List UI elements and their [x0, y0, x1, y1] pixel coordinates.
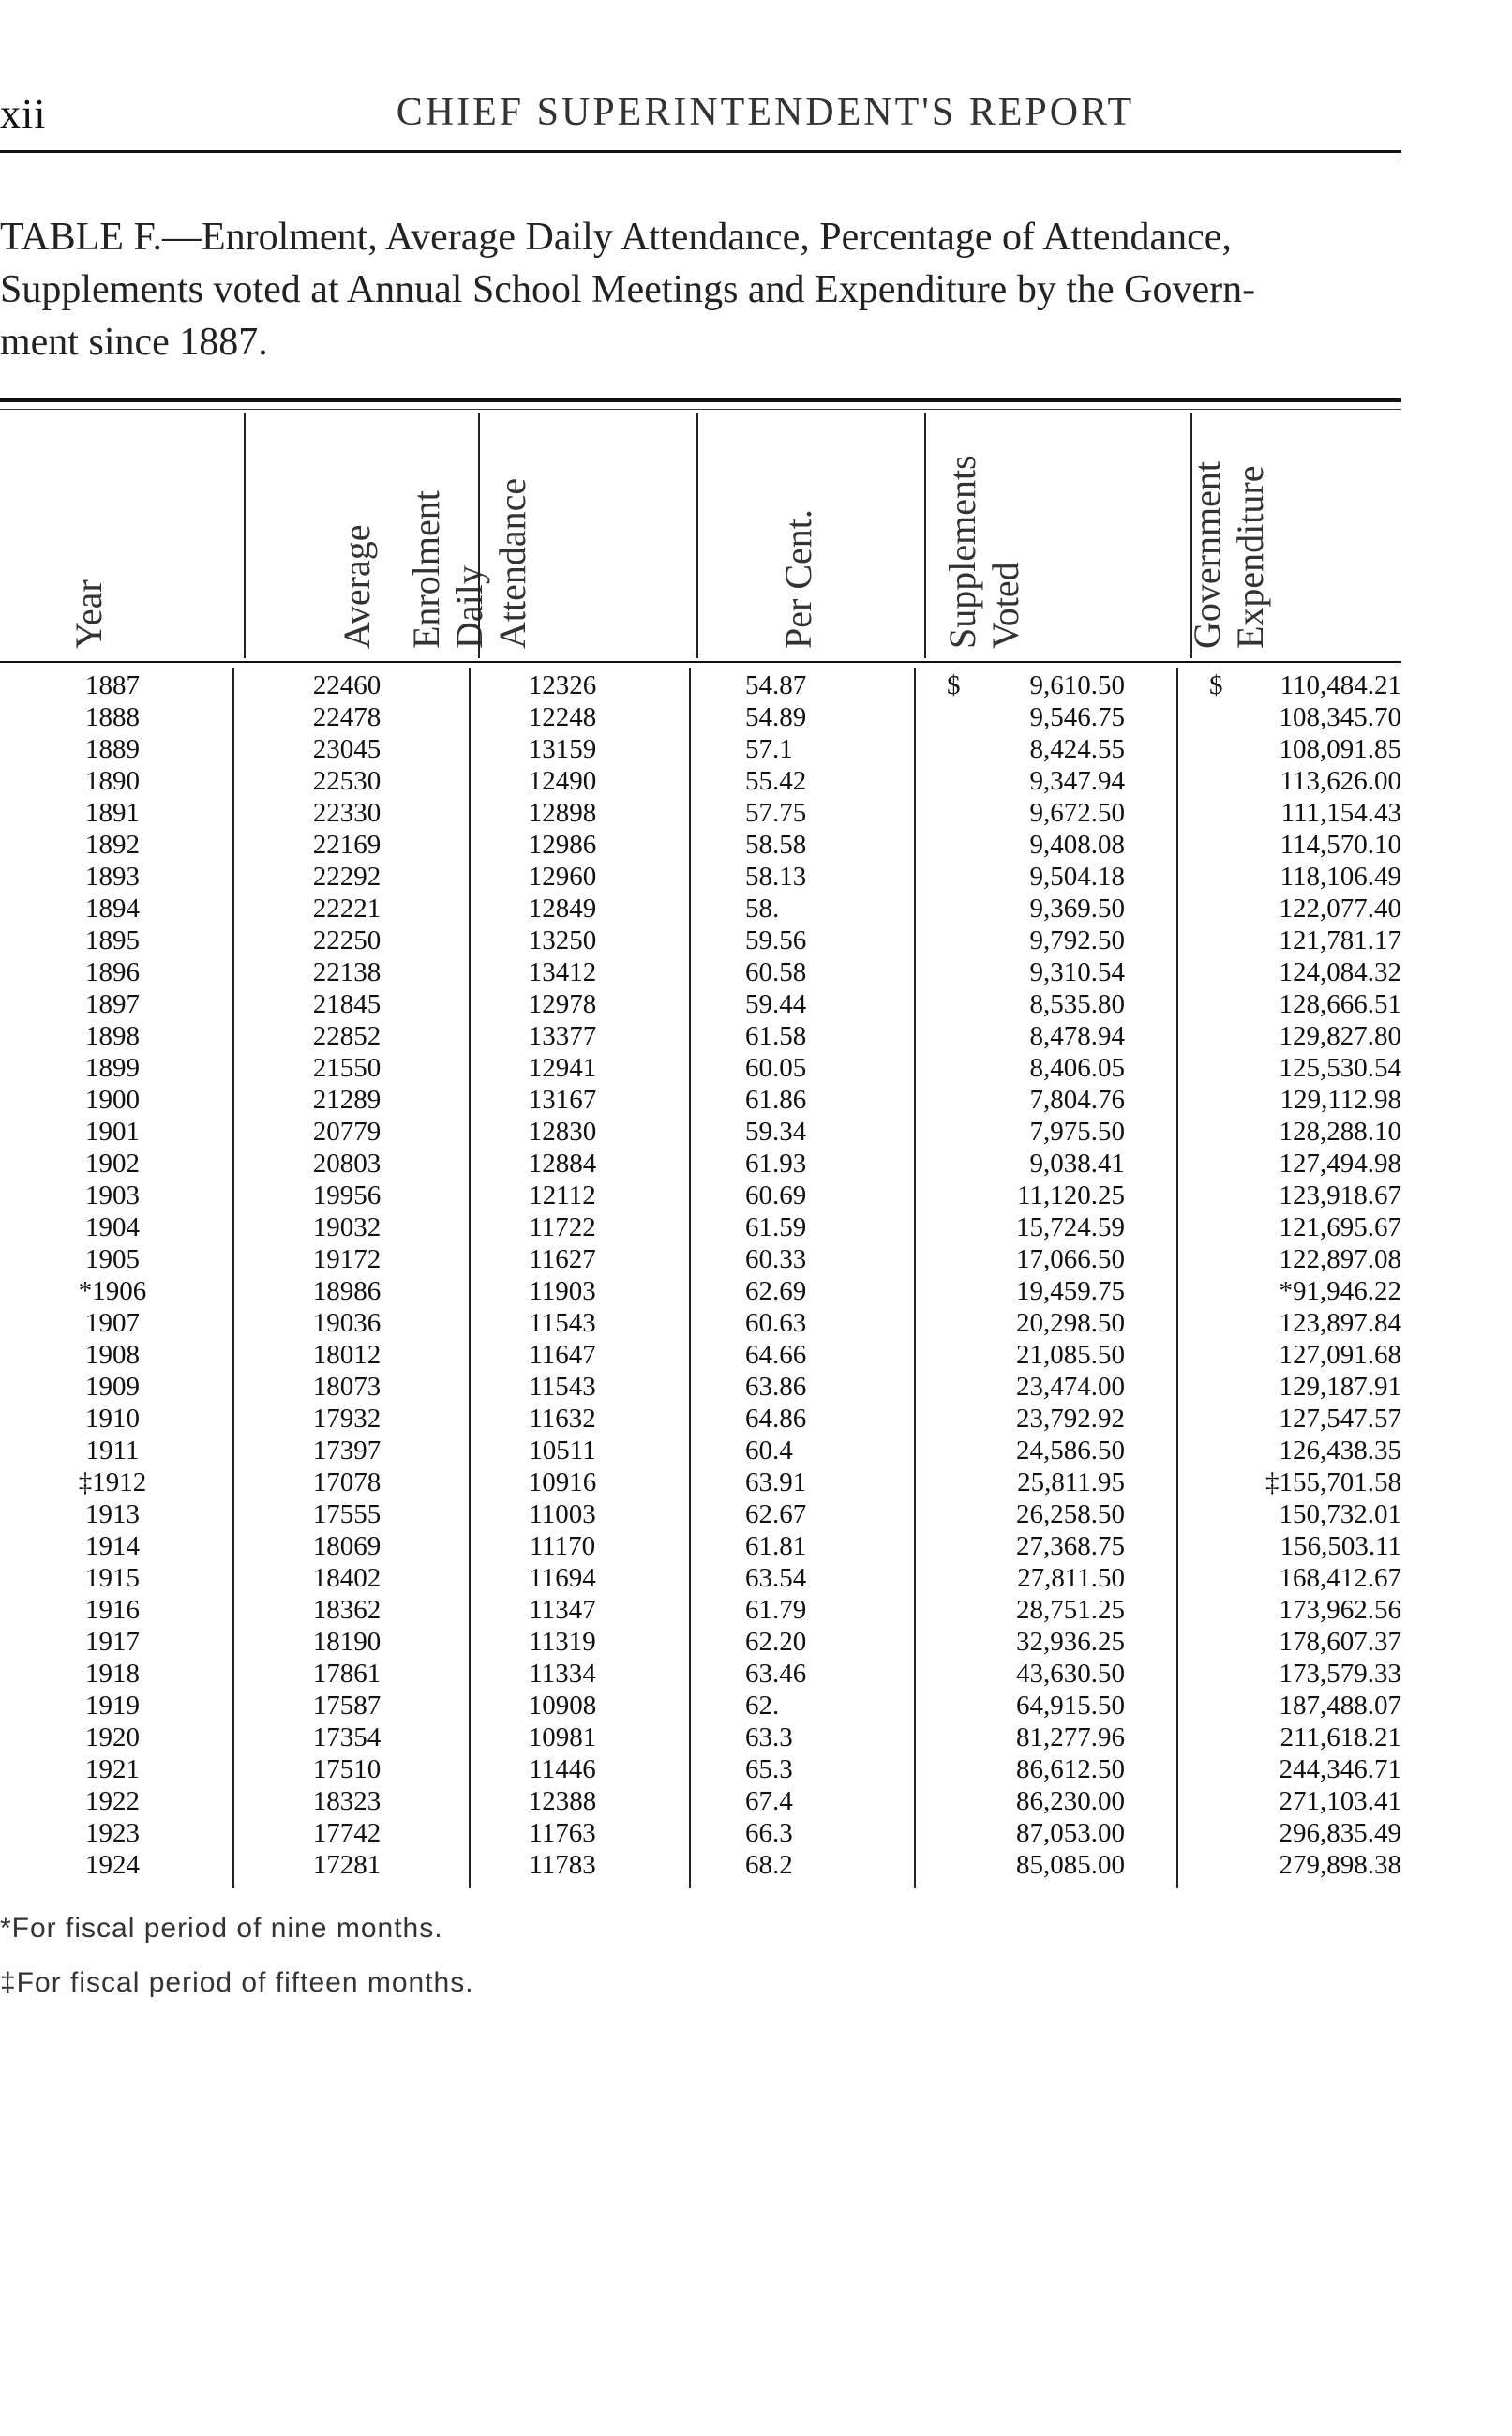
cell-average: 17742	[312, 1818, 382, 1848]
cell-supplements: 20,298.50	[1016, 1308, 1125, 1338]
column-divider	[1176, 668, 1178, 1888]
col-header-year	[0, 422, 242, 656]
col-percent-label: Per Cent.	[777, 509, 819, 649]
cell-government: 114,570.10	[1280, 830, 1401, 860]
cell-enrolment: 11647	[529, 1340, 596, 1370]
cell-year: 1887	[85, 670, 140, 700]
cell-year: 1899	[85, 1053, 140, 1083]
cell-enrolment: 12960	[528, 862, 597, 892]
cell-government: 173,579.33	[1279, 1659, 1401, 1689]
cell-supplements: 9,546.75	[1029, 702, 1125, 732]
cell-supplements: 26,258.50	[1016, 1499, 1125, 1529]
cell-government: 126,438.35	[1279, 1436, 1401, 1466]
cell-percent: 57.1	[745, 734, 793, 764]
footnote-fifteen-months: ‡For fiscal period of fifteen months.	[0, 1967, 474, 1998]
cell-supplements: 15,724.59	[1016, 1212, 1125, 1242]
cell-average: 21845	[312, 989, 382, 1019]
cell-percent: 64.66	[745, 1340, 807, 1370]
cell-government: 150,732.01	[1279, 1499, 1401, 1529]
cell-enrolment: 12941	[528, 1053, 597, 1083]
cell-government: 113,626.00	[1280, 766, 1401, 796]
table-caption	[0, 211, 1401, 368]
column-divider	[469, 668, 471, 1888]
header-divider	[244, 413, 246, 658]
cell-supplements: 32,936.25	[1016, 1627, 1125, 1657]
cell-year: 1917	[85, 1627, 140, 1657]
cell-average: 20803	[312, 1149, 382, 1179]
cell-enrolment: 12248	[528, 702, 597, 732]
cell-average: 18190	[312, 1627, 382, 1657]
cell-year: 1909	[85, 1372, 140, 1402]
cell-government: 108,345.70	[1279, 702, 1401, 732]
header-divider	[696, 413, 698, 658]
currency-symbol: $	[947, 670, 961, 700]
cell-government: 127,494.98	[1279, 1149, 1401, 1179]
cell-supplements: 9,610.50	[1029, 670, 1125, 700]
cell-percent: 63.86	[745, 1372, 807, 1402]
cell-supplements: 8,406.05	[1029, 1053, 1125, 1083]
cell-supplements: 24,586.50	[1016, 1436, 1125, 1466]
cell-government: 129,827.80	[1279, 1021, 1401, 1051]
cell-government: 121,695.67	[1279, 1212, 1401, 1242]
cell-average: 17587	[312, 1691, 382, 1721]
cell-government: 111,154.43	[1280, 798, 1401, 828]
cell-enrolment: 12388	[528, 1786, 597, 1816]
cell-supplements: 25,811.95	[1017, 1467, 1125, 1497]
cell-government: 296,835.49	[1279, 1818, 1401, 1848]
cell-government: 127,547.57	[1279, 1404, 1401, 1434]
cell-percent: 61.86	[745, 1085, 807, 1115]
cell-government: 178,607.37	[1279, 1627, 1401, 1657]
cell-supplements: 9,038.41	[1029, 1149, 1125, 1179]
cell-average: 18362	[312, 1595, 382, 1625]
cell-enrolment: 11763	[529, 1818, 596, 1848]
cell-year: 1919	[85, 1691, 140, 1721]
cell-year: 1911	[85, 1436, 140, 1466]
footnote-nine-months: *For fiscal period of nine months.	[0, 1913, 443, 1944]
cell-percent: 60.05	[745, 1053, 807, 1083]
cell-enrolment: 11347	[529, 1595, 596, 1625]
col-supplements-label-2: Voted	[984, 562, 1026, 649]
cell-enrolment: 13250	[528, 925, 597, 955]
col-government-label-1: Government	[1186, 461, 1228, 649]
cell-percent: 58.58	[745, 830, 807, 860]
header-rule	[0, 150, 1401, 153]
cell-year: 1922	[85, 1786, 140, 1816]
cell-supplements: 28,751.25	[1016, 1595, 1125, 1625]
cell-government: 123,918.67	[1279, 1180, 1401, 1210]
cell-enrolment: 10511	[529, 1436, 596, 1466]
cell-government: 125,530.54	[1279, 1053, 1401, 1083]
cell-supplements: 87,053.00	[1016, 1818, 1125, 1848]
cell-year: 1915	[85, 1563, 140, 1593]
cell-enrolment: 11003	[529, 1499, 596, 1529]
running-title: CHIEF SUPERINTENDENT'S REPORT	[396, 91, 1135, 134]
cell-percent: 62.	[745, 1691, 780, 1721]
cell-percent: 59.44	[745, 989, 807, 1019]
cell-year: 1920	[85, 1722, 140, 1752]
cell-year: 1924	[85, 1850, 140, 1880]
cell-supplements: 86,612.50	[1016, 1754, 1125, 1784]
cell-year: 1902	[85, 1149, 140, 1179]
cell-year: 1904	[85, 1212, 140, 1242]
cell-percent: 61.79	[745, 1595, 807, 1625]
cell-enrolment: 11783	[529, 1850, 596, 1880]
col-enrolment-label-1: Enrolment	[405, 490, 447, 649]
cell-supplements: 86,230.00	[1016, 1786, 1125, 1816]
col-year-label: Year	[67, 579, 110, 649]
cell-average: 18986	[312, 1276, 382, 1306]
cell-year: 1890	[85, 766, 140, 796]
col-header-percent	[698, 422, 923, 656]
cell-average: 22250	[312, 925, 382, 955]
cell-average: 22138	[312, 957, 382, 987]
cell-government: *91,946.22	[1279, 1276, 1401, 1306]
cell-year: 1892	[85, 830, 140, 860]
cell-percent: 54.87	[745, 670, 807, 700]
cell-percent: 57.75	[745, 798, 807, 828]
cell-percent: 59.56	[745, 925, 807, 955]
cell-average: 22292	[312, 862, 382, 892]
cell-enrolment: 10981	[528, 1722, 597, 1752]
cell-government: 244,346.71	[1279, 1754, 1401, 1784]
cell-supplements: 43,630.50	[1016, 1659, 1125, 1689]
cell-percent: 67.4	[745, 1786, 793, 1816]
col-enrolment-label-3: Attendance	[491, 477, 533, 649]
cell-government: 173,962.56	[1279, 1595, 1401, 1625]
cell-enrolment: 11903	[529, 1276, 596, 1306]
cell-government: 118,106.49	[1280, 862, 1401, 892]
cell-average: 19956	[312, 1180, 382, 1210]
cell-percent: 61.81	[745, 1531, 807, 1561]
header-divider	[478, 413, 480, 658]
cell-year: 1923	[85, 1818, 140, 1848]
cell-year: 1893	[85, 862, 140, 892]
cell-enrolment: 11722	[529, 1212, 596, 1242]
cell-government: 211,618.21	[1280, 1722, 1401, 1752]
cell-supplements: 27,811.50	[1017, 1563, 1125, 1593]
cell-average: 17932	[312, 1404, 382, 1434]
cell-supplements: 11,120.25	[1017, 1180, 1125, 1210]
cell-percent: 60.58	[745, 957, 807, 987]
col-header-enrolment	[405, 422, 696, 656]
cell-supplements: 8,478.94	[1029, 1021, 1125, 1051]
cell-government: 122,897.08	[1279, 1244, 1401, 1274]
table-top-rule-thin	[0, 409, 1401, 410]
cell-enrolment: 11446	[529, 1754, 596, 1784]
cell-supplements: 9,504.18	[1029, 862, 1125, 892]
cell-enrolment: 12978	[528, 989, 597, 1019]
cell-year: 1910	[85, 1404, 140, 1434]
cell-enrolment: 12898	[528, 798, 597, 828]
cell-enrolment: 13159	[528, 734, 597, 764]
cell-percent: 68.2	[745, 1850, 793, 1880]
cell-enrolment: 12986	[528, 830, 597, 860]
cell-government: 127,091.68	[1279, 1340, 1401, 1370]
cell-enrolment: 13167	[528, 1085, 597, 1115]
cell-supplements: 7,804.76	[1029, 1085, 1125, 1115]
cell-percent: 60.4	[745, 1436, 793, 1466]
cell-supplements: 8,424.55	[1029, 734, 1125, 764]
cell-average: 20779	[312, 1117, 382, 1147]
cell-year: 1903	[85, 1180, 140, 1210]
cell-government: ‡155,701.58	[1265, 1467, 1401, 1497]
cell-year: 1900	[85, 1085, 140, 1115]
cell-supplements: 21,085.50	[1016, 1340, 1125, 1370]
cell-percent: 62.69	[745, 1276, 807, 1306]
cell-year: 1895	[85, 925, 140, 955]
cell-percent: 59.34	[745, 1117, 807, 1147]
cell-supplements: 81,277.96	[1016, 1722, 1125, 1752]
cell-government: 128,666.51	[1279, 989, 1401, 1019]
cell-year: *1906	[78, 1276, 147, 1306]
cell-supplements: 64,915.50	[1016, 1691, 1125, 1721]
cell-average: 18323	[312, 1786, 382, 1816]
col-enrolment-label-2: Daily	[448, 565, 490, 649]
cell-year: 1905	[85, 1244, 140, 1274]
caption-line-2: Supplements voted at Annual School Meetings and Expenditure by the Govern-	[0, 268, 1256, 311]
cell-percent: 55.42	[745, 766, 807, 796]
cell-average: 23045	[312, 734, 382, 764]
cell-average: 19172	[312, 1244, 382, 1274]
cell-percent: 58.13	[745, 862, 807, 892]
cell-average: 17397	[312, 1436, 382, 1466]
cell-percent: 54.89	[745, 702, 807, 732]
cell-percent: 62.67	[745, 1499, 807, 1529]
cell-government: 129,112.98	[1280, 1085, 1401, 1115]
cell-enrolment: 11543	[529, 1372, 596, 1402]
cell-average: 22221	[312, 894, 382, 924]
cell-government: 156,503.11	[1280, 1531, 1401, 1561]
cell-percent: 63.91	[745, 1467, 807, 1497]
cell-percent: 60.69	[745, 1180, 807, 1210]
cell-average: 22330	[312, 798, 382, 828]
cell-supplements: 19,459.75	[1016, 1276, 1125, 1306]
col-average-label: Average	[336, 524, 378, 649]
cell-enrolment: 12490	[528, 766, 597, 796]
cell-enrolment: 11170	[529, 1531, 596, 1561]
cell-average: 17281	[312, 1850, 382, 1880]
cell-government: 271,103.41	[1279, 1786, 1401, 1816]
cell-enrolment: 11319	[529, 1627, 596, 1657]
cell-average: 18012	[312, 1340, 382, 1370]
cell-supplements: 27,368.75	[1016, 1531, 1125, 1561]
cell-average: 21550	[312, 1053, 382, 1083]
cell-year: 1888	[85, 702, 140, 732]
cell-average: 22530	[312, 766, 382, 796]
cell-year: 1913	[85, 1499, 140, 1529]
column-divider	[914, 668, 916, 1888]
cell-enrolment: 11632	[529, 1404, 596, 1434]
cell-enrolment: 12112	[529, 1180, 596, 1210]
cell-average: 22478	[312, 702, 382, 732]
cell-government: 121,781.17	[1279, 925, 1401, 955]
cell-average: 22169	[312, 830, 382, 860]
cell-average: 18073	[312, 1372, 382, 1402]
column-divider	[689, 668, 691, 1888]
cell-supplements: 9,369.50	[1029, 894, 1125, 924]
cell-year: 1918	[85, 1659, 140, 1689]
cell-supplements: 23,792.92	[1016, 1404, 1125, 1434]
cell-government: 187,488.07	[1279, 1691, 1401, 1721]
caption-line-3: ment since 1887.	[0, 321, 268, 364]
cell-enrolment: 13377	[528, 1021, 597, 1051]
col-header-government	[1186, 422, 1401, 656]
cell-enrolment: 10916	[528, 1467, 597, 1497]
header-divider	[924, 413, 926, 658]
cell-average: 17510	[312, 1754, 382, 1784]
cell-supplements: 9,347.94	[1029, 766, 1125, 796]
cell-percent: 61.59	[745, 1212, 807, 1242]
cell-average: 22852	[312, 1021, 382, 1051]
cell-enrolment: 10908	[528, 1691, 597, 1721]
cell-percent: 60.63	[745, 1308, 807, 1338]
cell-average: 18069	[312, 1531, 382, 1561]
cell-year: 1921	[85, 1754, 140, 1784]
col-header-supplements	[926, 422, 1189, 656]
header-bottom-rule	[0, 661, 1401, 663]
cell-percent: 63.46	[745, 1659, 807, 1689]
cell-average: 17555	[312, 1499, 382, 1529]
cell-year: 1889	[85, 734, 140, 764]
cell-enrolment: 12884	[528, 1149, 597, 1179]
cell-percent: 63.3	[745, 1722, 793, 1752]
cell-government: 108,091.85	[1279, 734, 1401, 764]
cell-government: 124,084.32	[1279, 957, 1401, 987]
cell-year: 1907	[85, 1308, 140, 1338]
cell-supplements: 17,066.50	[1016, 1244, 1125, 1274]
cell-average: 19036	[312, 1308, 382, 1338]
cell-average: 22460	[312, 670, 382, 700]
cell-percent: 64.86	[745, 1404, 807, 1434]
cell-year: 1897	[85, 989, 140, 1019]
col-supplements-label-1: Supplements	[941, 455, 983, 649]
cell-supplements: 9,408.08	[1029, 830, 1125, 860]
cell-percent: 61.93	[745, 1149, 807, 1179]
cell-average: 19032	[312, 1212, 382, 1242]
caption-line-1: TABLE F.—Enrolment, Average Daily Attendance, Percentage of Attendance,	[0, 216, 1232, 259]
cell-supplements: 7,975.50	[1029, 1117, 1125, 1147]
cell-percent: 61.58	[745, 1021, 807, 1051]
cell-percent: 65.3	[745, 1754, 793, 1784]
cell-supplements: 85,085.00	[1016, 1850, 1125, 1880]
cell-percent: 58.	[745, 894, 780, 924]
cell-year: 1914	[85, 1531, 140, 1561]
cell-year: 1891	[85, 798, 140, 828]
cell-enrolment: 12326	[528, 670, 597, 700]
cell-year: 1898	[85, 1021, 140, 1051]
cell-enrolment: 11543	[529, 1308, 596, 1338]
cell-average: 21289	[312, 1085, 382, 1115]
column-divider	[232, 668, 234, 1888]
cell-enrolment: 11694	[529, 1563, 596, 1593]
cell-average: 17078	[312, 1467, 382, 1497]
cell-supplements: 9,672.50	[1029, 798, 1125, 828]
cell-year: 1916	[85, 1595, 140, 1625]
cell-year: 1908	[85, 1340, 140, 1370]
cell-average: 17354	[312, 1722, 382, 1752]
cell-average: 18402	[312, 1563, 382, 1593]
cell-enrolment: 13412	[528, 957, 597, 987]
cell-percent: 62.20	[745, 1627, 807, 1657]
cell-supplements: 9,792.50	[1029, 925, 1125, 955]
cell-government: 128,288.10	[1279, 1117, 1401, 1147]
cell-average: 17861	[312, 1659, 382, 1689]
cell-supplements: 23,474.00	[1016, 1372, 1125, 1402]
cell-government: 279,898.38	[1279, 1850, 1401, 1880]
cell-government: 123,897.84	[1279, 1308, 1401, 1338]
header-divider	[1190, 413, 1192, 658]
cell-year: 1901	[85, 1117, 140, 1147]
table-top-rule	[0, 398, 1401, 402]
cell-enrolment: 12830	[528, 1117, 597, 1147]
cell-enrolment: 11334	[529, 1659, 596, 1689]
cell-enrolment: 12849	[528, 894, 597, 924]
cell-supplements: 8,535.80	[1029, 989, 1125, 1019]
cell-government: 110,484.21	[1280, 670, 1401, 700]
col-government-label-2: Expenditure	[1229, 465, 1271, 649]
cell-government: 122,077.40	[1279, 894, 1401, 924]
cell-percent: 60.33	[745, 1244, 807, 1274]
cell-percent: 66.3	[745, 1818, 793, 1848]
cell-year: ‡1912	[78, 1467, 147, 1497]
cell-government: 129,187.91	[1279, 1372, 1401, 1402]
cell-government: 168,412.67	[1279, 1563, 1401, 1593]
currency-symbol: $	[1209, 670, 1223, 700]
cell-year: 1896	[85, 957, 140, 987]
cell-year: 1894	[85, 894, 140, 924]
cell-percent: 63.54	[745, 1563, 807, 1593]
page-number: xii	[0, 91, 47, 137]
cell-enrolment: 11627	[529, 1244, 596, 1274]
cell-supplements: 9,310.54	[1029, 957, 1125, 987]
